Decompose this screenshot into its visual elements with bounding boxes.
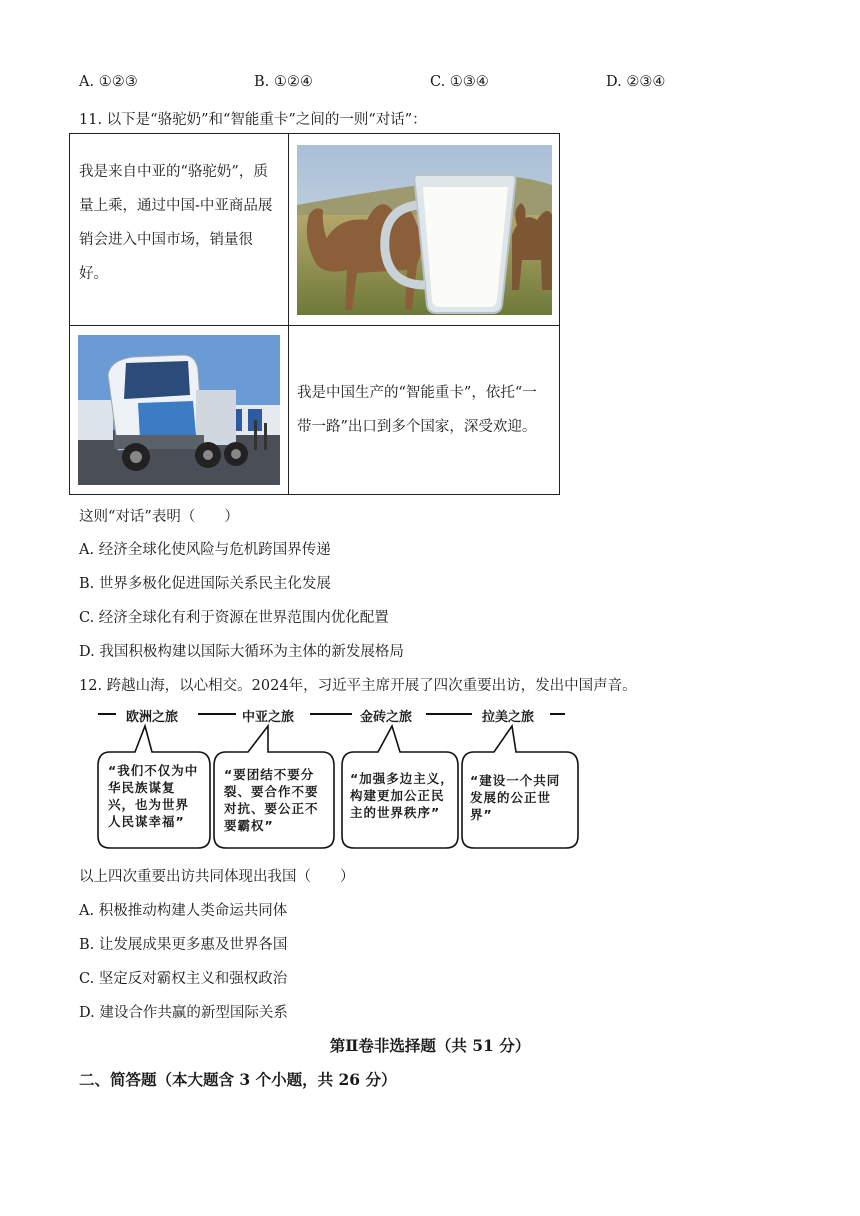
option-d: D. ②③④ (606, 74, 666, 90)
smart-truck-image (78, 335, 280, 485)
camel-milk-image (297, 145, 552, 315)
camel-milk-statement: 我是来自中亚的“骆驼奶”，质量上乘，通过中国-中亚商品展销会进入中国市场，销量很好。 (79, 163, 273, 282)
dialogue-table (69, 133, 560, 495)
option-c: C. ①③④ (430, 74, 489, 90)
bubble-latin-america: “建设一个共同发展的公正世界” (470, 773, 561, 822)
q12-option-c: C. 坚定反对霸权主义和强权政治 (79, 971, 288, 987)
q11-option-d: D. 我国积极构建以国际大循环为主体的新发展格局 (79, 644, 404, 660)
part-title: 二、简答题（本大题含 3 个小题，共 26 分） (79, 1070, 397, 1089)
milk-text-cell (70, 134, 289, 326)
q12-prompt: 以上四次重要出访共同体现出我国（ ） (79, 869, 355, 885)
trip-europe: 欧洲之旅 (126, 710, 179, 725)
trip-latin-america: 拉美之旅 (482, 710, 535, 725)
truck-image-cell (70, 326, 289, 495)
q11-option-b: B. 世界多极化促进国际关系民主化发展 (79, 576, 331, 592)
q12-option-a: A. 积极推动构建人类命运共同体 (79, 903, 288, 919)
smart-truck-statement: 我是中国生产的“智能重卡”，依托“一带一路”出口到多个国家，深受欢迎。 (297, 385, 537, 435)
q11-prompt: 这则“对话”表明（ ） (79, 509, 239, 525)
section-title: 第Ⅱ卷非选择题（共 51 分） (329, 1036, 531, 1055)
q12-option-d: D. 建设合作共赢的新型国际关系 (79, 1005, 288, 1021)
option-b: B. ①②④ (254, 74, 313, 90)
trip-brics: 金砖之旅 (360, 710, 413, 725)
bubble-europe: “我们不仅为中华民族谋复兴，也为世界人民谋幸福” (108, 763, 199, 829)
q11-stem: 11. 以下是“骆驼奶”和“智能重卡”之间的一则“对话”： (79, 112, 427, 128)
trips-diagram (90, 704, 590, 854)
q12-option-b: B. 让发展成果更多惠及世界各国 (79, 937, 288, 953)
truck-text-cell (289, 326, 560, 495)
trip-central-asia: 中亚之旅 (242, 710, 295, 725)
milk-image-cell (289, 134, 560, 326)
q11-option-a: A. 经济全球化使风险与危机跨国界传递 (79, 542, 331, 558)
q11-option-c: C. 经济全球化有利于资源在世界范围内优化配置 (79, 610, 389, 626)
option-a: A. ①②③ (79, 74, 138, 90)
bubble-central-asia: “要团结不要分裂、要合作不要对抗、要公正不要霸权” (224, 767, 319, 833)
bubble-brics: “加强多边主义，构建更加公正民主的世界秩序” (350, 771, 454, 820)
q12-stem: 12. 跨越山海，以心相交。2024年，习近平主席开展了四次重要出访，发出中国声音。 (79, 678, 637, 694)
